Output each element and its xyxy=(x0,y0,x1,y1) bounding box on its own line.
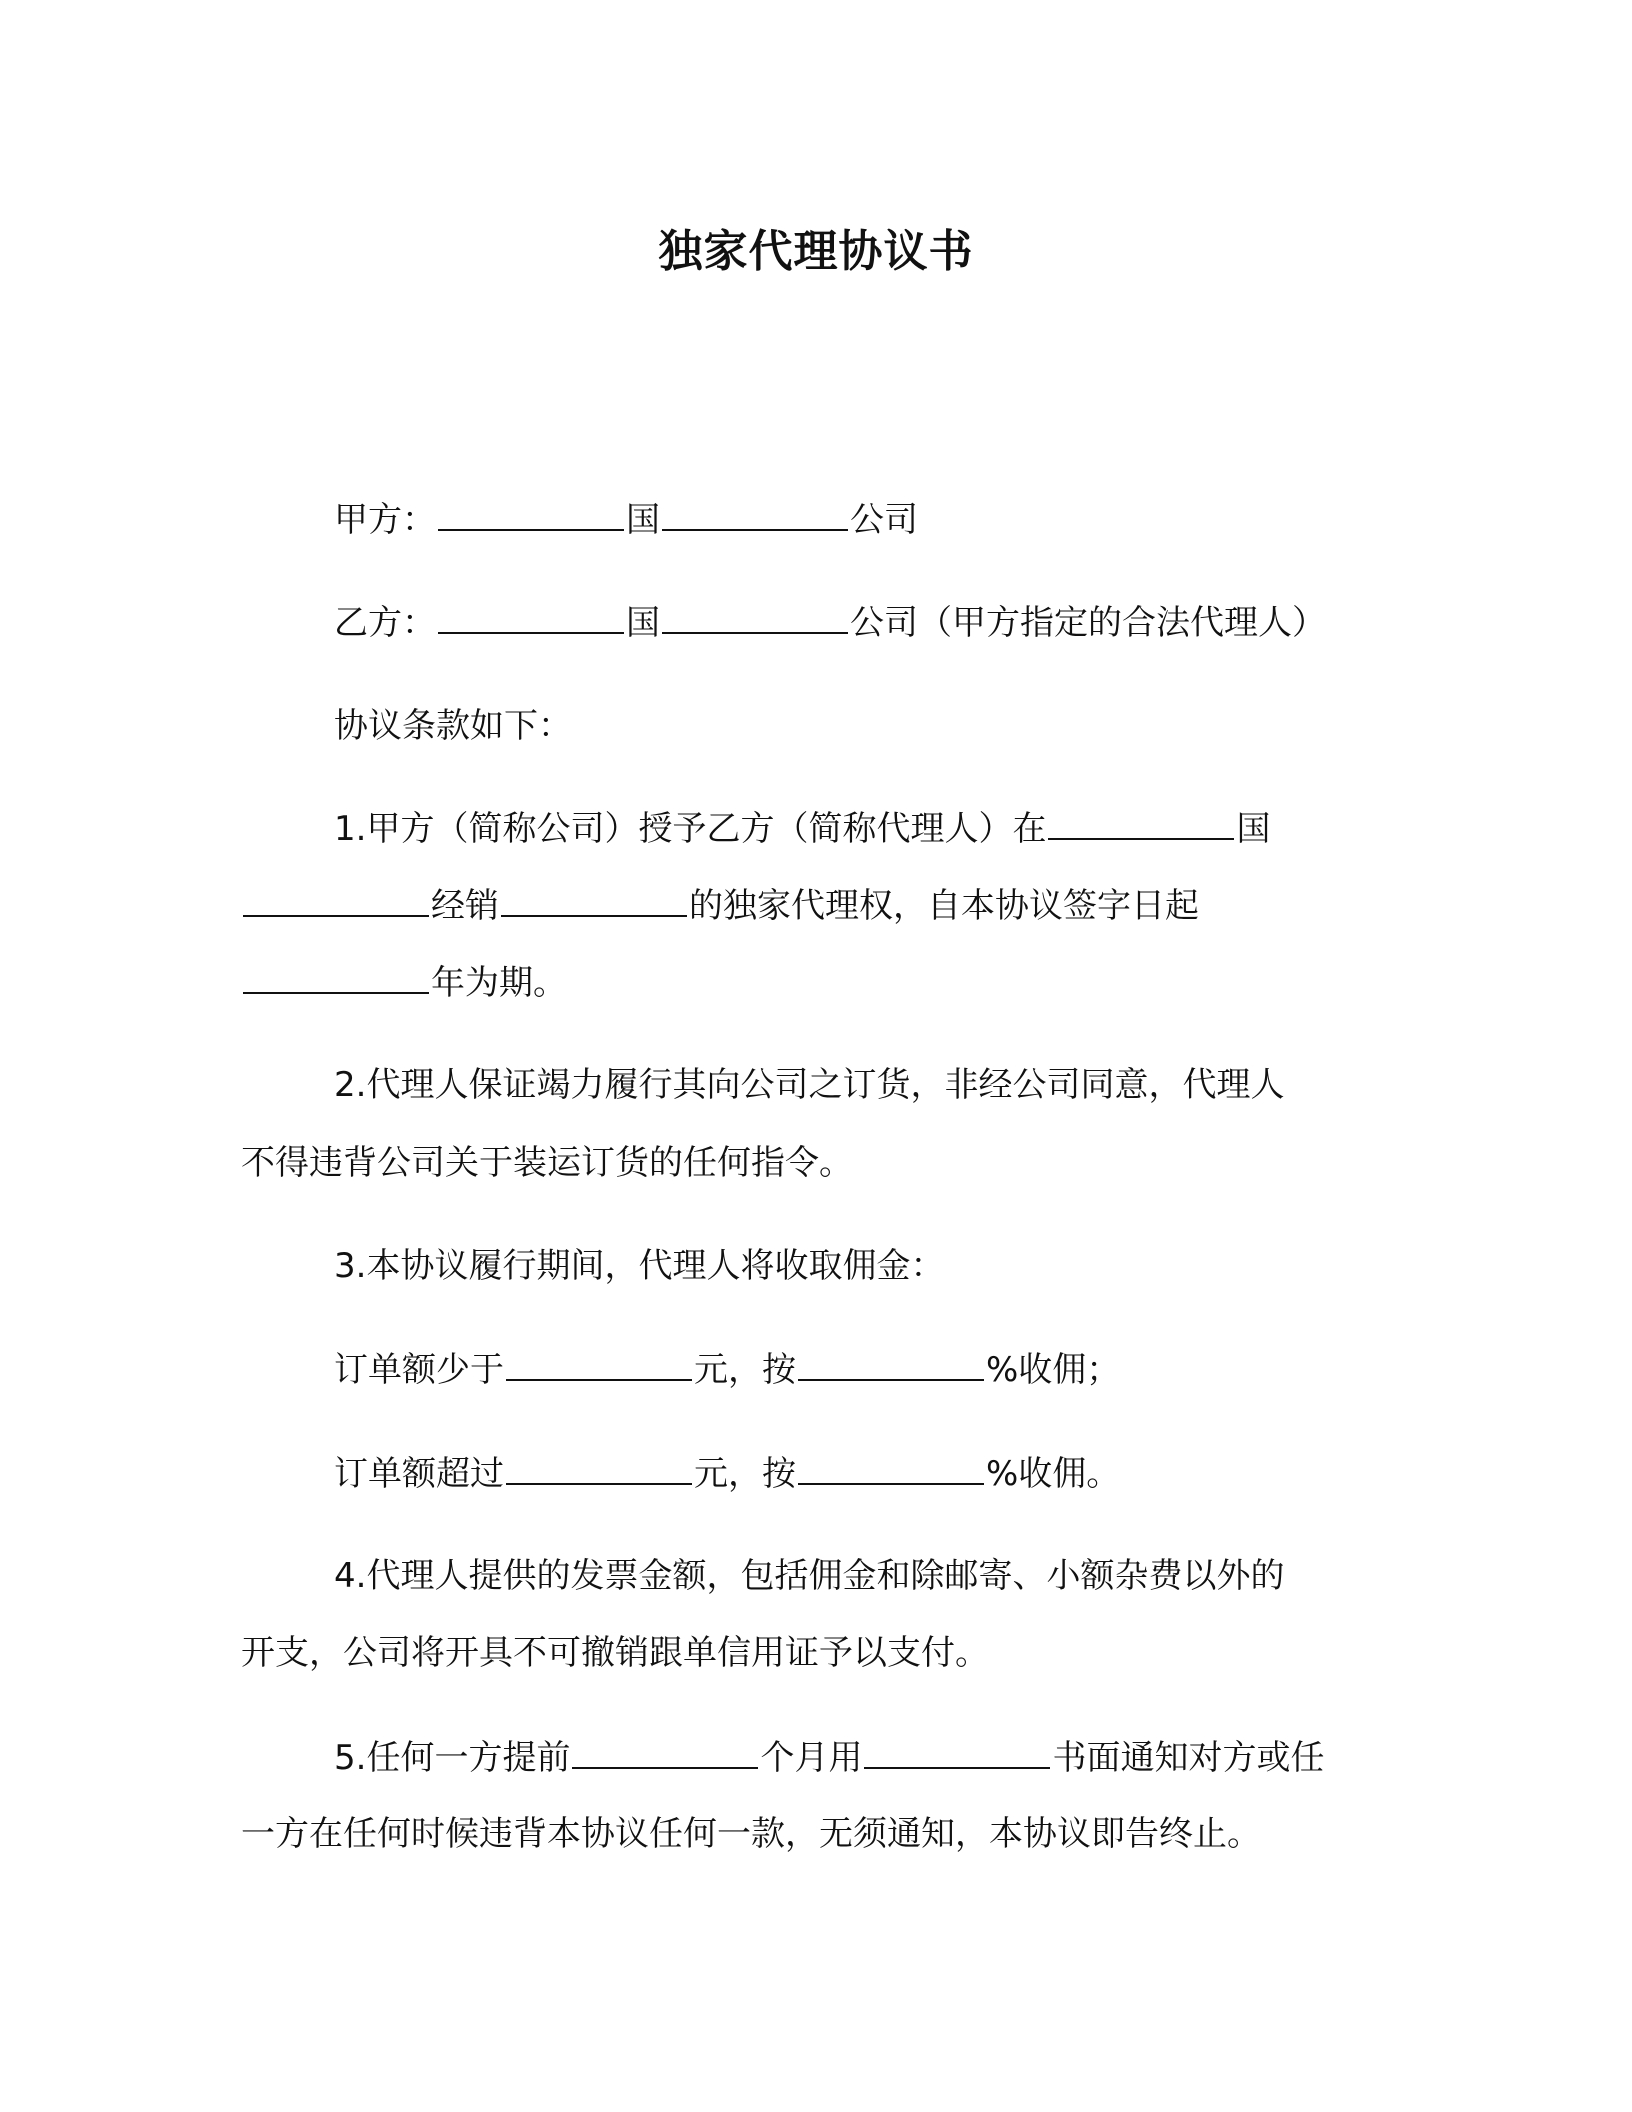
clause-2-line-1: 2.代理人保证竭力履行其向公司之订货，非经公司同意，代理人 xyxy=(334,1065,1285,1105)
party-a-country-blank xyxy=(438,495,624,531)
document-title: 独家代理协议书 xyxy=(658,226,974,277)
clauses-intro: 协议条款如下： xyxy=(334,706,572,746)
party-a-country-suffix: 国 xyxy=(626,500,660,540)
party-b-company-suffix: 公司（甲方指定的合法代理人） xyxy=(850,603,1326,643)
clause-1-part-3: 经销 xyxy=(431,886,499,926)
clause-1-region-blank xyxy=(243,881,429,917)
party-a-label: 甲方： xyxy=(334,500,436,540)
clause-1-line-3 xyxy=(241,958,567,1007)
party-b-country-suffix: 国 xyxy=(626,603,660,643)
clause-3-less-amount-blank xyxy=(506,1345,692,1381)
clause-1-part-5: 年为期。 xyxy=(431,963,567,1003)
clause-3-less-line xyxy=(334,1345,1120,1394)
party-a-line xyxy=(334,495,918,544)
clause-3-more-rate-blank xyxy=(798,1449,984,1485)
clause-5-months-blank xyxy=(572,1733,758,1769)
clause-5-line-2: 一方在任何时候违背本协议任何一款，无须通知，本协议即告终止。 xyxy=(241,1814,1261,1854)
clause-3-line-1: 3.本协议履行期间，代理人将收取佣金： xyxy=(334,1246,945,1286)
clause-3-less-rate-blank xyxy=(798,1345,984,1381)
clause-3-less-mid: 元，按 xyxy=(694,1350,796,1390)
clause-5-line-1 xyxy=(334,1733,1324,1782)
clause-2-line-2: 不得违背公司关于装运订货的任何指令。 xyxy=(241,1143,853,1183)
clause-1-line-1 xyxy=(334,804,1270,853)
clause-3-more-line xyxy=(334,1449,1120,1498)
clause-3-less-suffix: %收佣； xyxy=(986,1350,1121,1390)
clause-4-line-2: 开支，公司将开具不可撤销跟单信用证予以支付。 xyxy=(241,1633,989,1673)
clause-4-line-1: 4.代理人提供的发票金额，包括佣金和除邮寄、小额杂费以外的 xyxy=(334,1556,1285,1596)
clause-1-country-blank xyxy=(1048,804,1234,840)
clause-5-part-2: 个月用 xyxy=(760,1738,863,1778)
party-b-label: 乙方： xyxy=(334,603,436,643)
clause-1-product-blank xyxy=(501,881,687,917)
clause-3-less-prefix: 订单额少于 xyxy=(334,1350,504,1390)
clause-1-line-2 xyxy=(241,881,1199,930)
clause-1-part-4: 的独家代理权，自本协议签字日起 xyxy=(689,886,1199,926)
clause-1-part-1: 1.甲方（简称公司）授予乙方（简称代理人）在 xyxy=(334,809,1047,849)
clause-1-part-2: 国 xyxy=(1236,809,1271,849)
clause-3-more-suffix: %收佣。 xyxy=(986,1454,1121,1494)
clause-3-more-amount-blank xyxy=(506,1449,692,1485)
clause-3-more-prefix: 订单额超过 xyxy=(334,1454,504,1494)
party-b-line xyxy=(334,598,1326,647)
clause-5-part-3: 书面通知对方或任 xyxy=(1052,1738,1325,1778)
clause-5-part-1: 5.任何一方提前 xyxy=(334,1738,571,1778)
party-b-country-blank xyxy=(438,598,624,634)
clause-5-method-blank xyxy=(864,1733,1050,1769)
party-a-company-blank xyxy=(662,495,848,531)
clause-3-more-mid: 元，按 xyxy=(694,1454,796,1494)
party-b-company-blank xyxy=(662,598,848,634)
clause-1-years-blank xyxy=(243,958,429,994)
party-a-company-suffix: 公司 xyxy=(850,500,918,540)
